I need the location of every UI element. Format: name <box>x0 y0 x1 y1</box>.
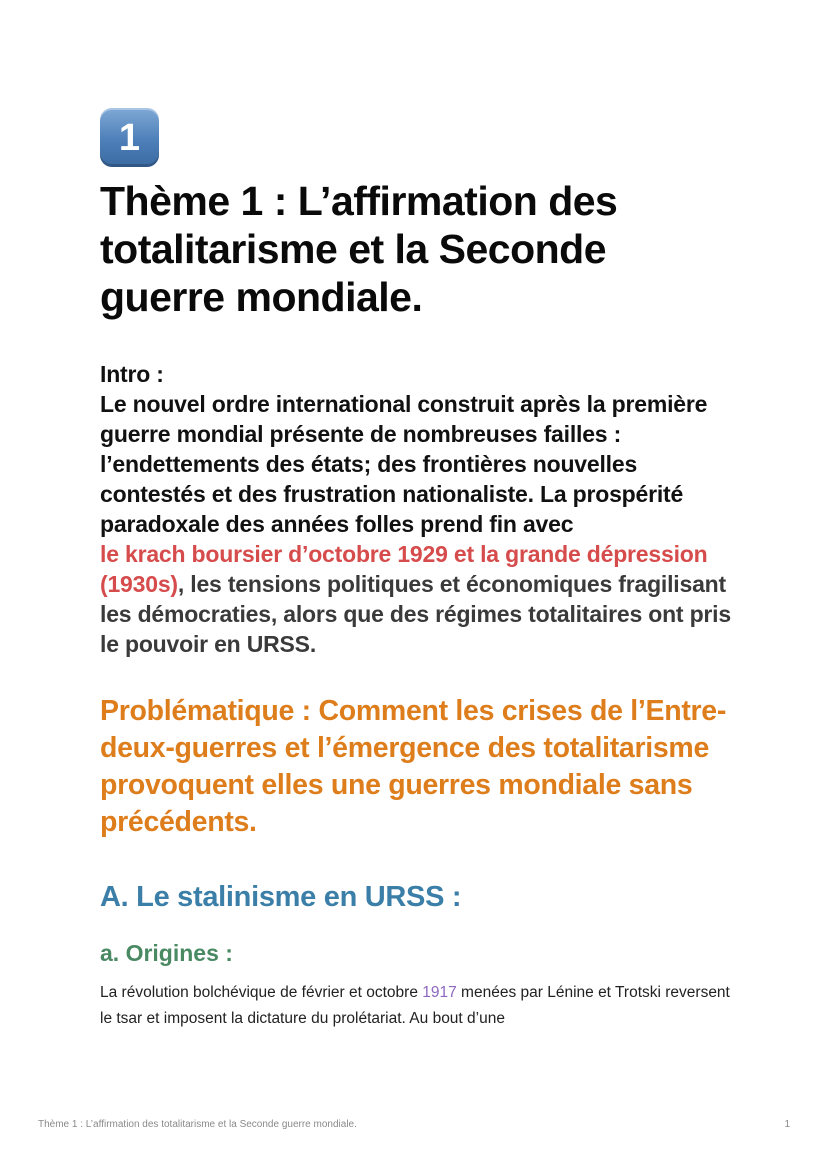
intro-text <box>100 389 740 659</box>
origines-year: 1917 <box>422 984 457 1001</box>
footer-page-number: 1 <box>784 1119 790 1130</box>
intro-text-part1: Le nouvel ordre international construit après la première guerre mondial présente de nombreuses failles : l’endettements des états; des frontières nouvelles contestés et des frustration nationaliste. La prospérité paradoxale des années folles prend fin avec <box>100 391 708 537</box>
intro-text-part2: , les tensions politiques et économiques fragilisant les démocraties, alors que des régimes totalitaires ont pris le pouvoir en URSS. <box>100 571 731 657</box>
keycap-number: 1 <box>118 116 141 159</box>
section-a-heading: A. Le stalinisme en URSS : <box>100 881 462 913</box>
origines-text-after: menées par Lénine et Trotski reversent le tsar et imposent la dictature du prolétariat. Au bout d’une <box>100 984 730 1027</box>
intro-paragraph <box>100 359 740 659</box>
page-footer <box>38 1119 790 1130</box>
document-title: Thème 1 : L’affirmation des totalitarisme et la Seconde guerre mondiale. <box>100 178 618 320</box>
keycap-one-icon <box>100 108 159 167</box>
footer-title: Thème 1 : L’affirmation des totalitarisme et la Seconde guerre mondiale. <box>38 1119 357 1130</box>
intro-highlight: le krach boursier d’octobre 1929 et la grande dépression (1930s) <box>100 541 708 597</box>
intro-label: Intro : <box>100 361 164 387</box>
origines-paragraph <box>100 980 740 1032</box>
origines-text-before: La révolution bolchévique de février et octobre <box>100 984 423 1001</box>
problematique-heading: Problématique : Comment les crises de l’Entre-deux-guerres et l’émergence des totalitarisme provoquent elles une guerres mondiale sans précédents. <box>100 695 727 838</box>
document-page <box>100 108 740 1032</box>
subsection-origines-heading: a. Origines : <box>100 940 233 966</box>
